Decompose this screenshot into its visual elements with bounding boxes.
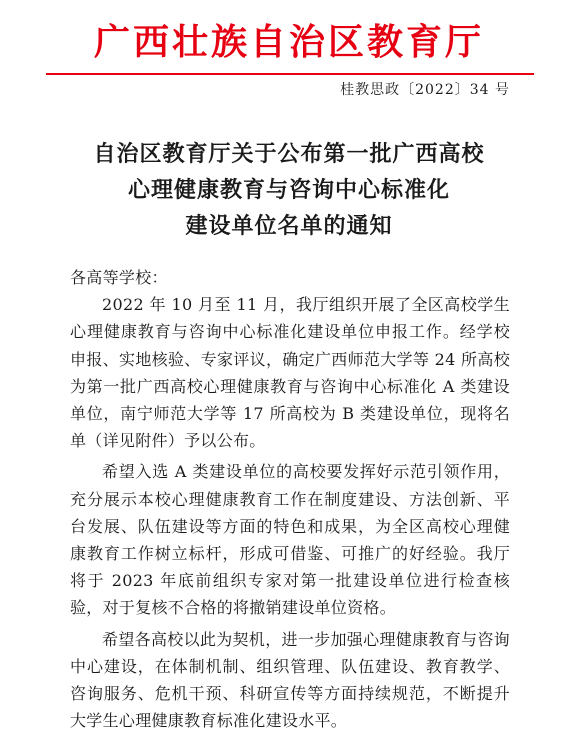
body-paragraph: 2022 年 10 月至 11 月，我厅组织开展了全区高校学生心理健康教育与咨询中心标准化建设单位申报工作。经学校申报、实地核验、专家评议，确定广西师范大学等 24 所高校为第一批广西高校心理健康教育与咨询中心标准化 A 类建设单位，南宁师范大学等 17 所高校为 B 类建设单位，现将名单（详见附件）予以公布。 [70,295,510,451]
salutation: 各高等学校： [70,268,168,287]
title-line: 自治区教育厅关于公布第一批广西高校 [93,141,485,167]
letterhead-red-rule [46,73,534,75]
title-line: 建设单位名单的通知 [185,213,393,239]
title-line: 心理健康教育与咨询中心标准化 [127,177,450,203]
letterhead-org-name: 广西壮族自治区教育厅 [93,21,484,63]
body-paragraph: 希望入选 A 类建设单位的高校要发挥好示范引领作用，充分展示本校心理健康教育工作在制度建设、方法创新、平台发展、队伍建设等方面的特色和成果，为全区高校心理健康教育工作树立标杆，形成可借鉴、可推广的好经验。我厅将于 2023 年底前组织专家对第一批建设单位进行检查核验，对于复核不合格的将撤销建设单位资格。 [70,462,510,618]
document-number: 桂教思政〔2022〕34 号 [340,82,510,98]
document-body [70,264,510,734]
body-paragraph: 希望各高校以此为契机，进一步加强心理健康教育与咨询中心建设，在体制机制、组织管理、队伍建设、教育教学、咨询服务、危机干预、科研宣传等方面持续规范，不断提升大学生心理健康教育标准化建设水平。 [70,629,510,731]
document-title [0,136,578,244]
